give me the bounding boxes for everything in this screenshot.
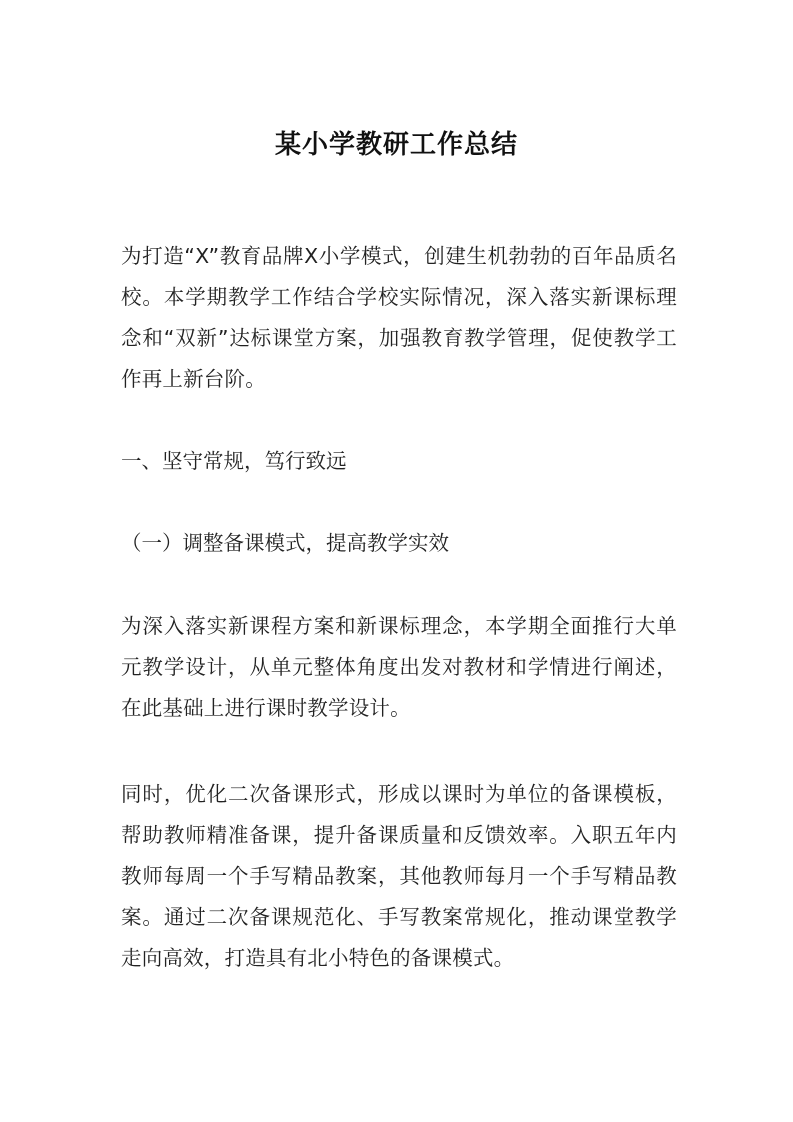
- body-paragraph: 为深入落实新课程方案和新课标理念，本学期全面推行大单元教学设计，从单元整体角度出发对教材和学情进行阐述，在此基础上进行课时教学设计。: [121, 614, 677, 720]
- body-paragraph: 同时，优化二次备课形式，形成以课时为单位的备课模板，帮助教师精准备课，提升备课质量和反馈效率。入职五年内教师每周一个手写精品教案，其他教师每月一个手写精品教案。通过二次备课规范化、手写教案常规化，推动课堂教学走向高效，打造具有北小特色的备课模式。: [121, 782, 677, 970]
- section-heading: 一、坚守常规，笃行致远: [121, 449, 347, 473]
- document-title: 某小学教研工作总结: [274, 130, 518, 160]
- subsection-heading: （一）调整备课模式，提高教学实效: [121, 531, 449, 555]
- intro-paragraph: 为打造“X”教育品牌X小学模式，创建生机勃勃的百年品质名校。本学期教学工作结合学校实际情况，深入落实新课标理念和“双新”达标课堂方案，加强教育教学管理，促使教学工作再上新台阶。: [121, 244, 677, 391]
